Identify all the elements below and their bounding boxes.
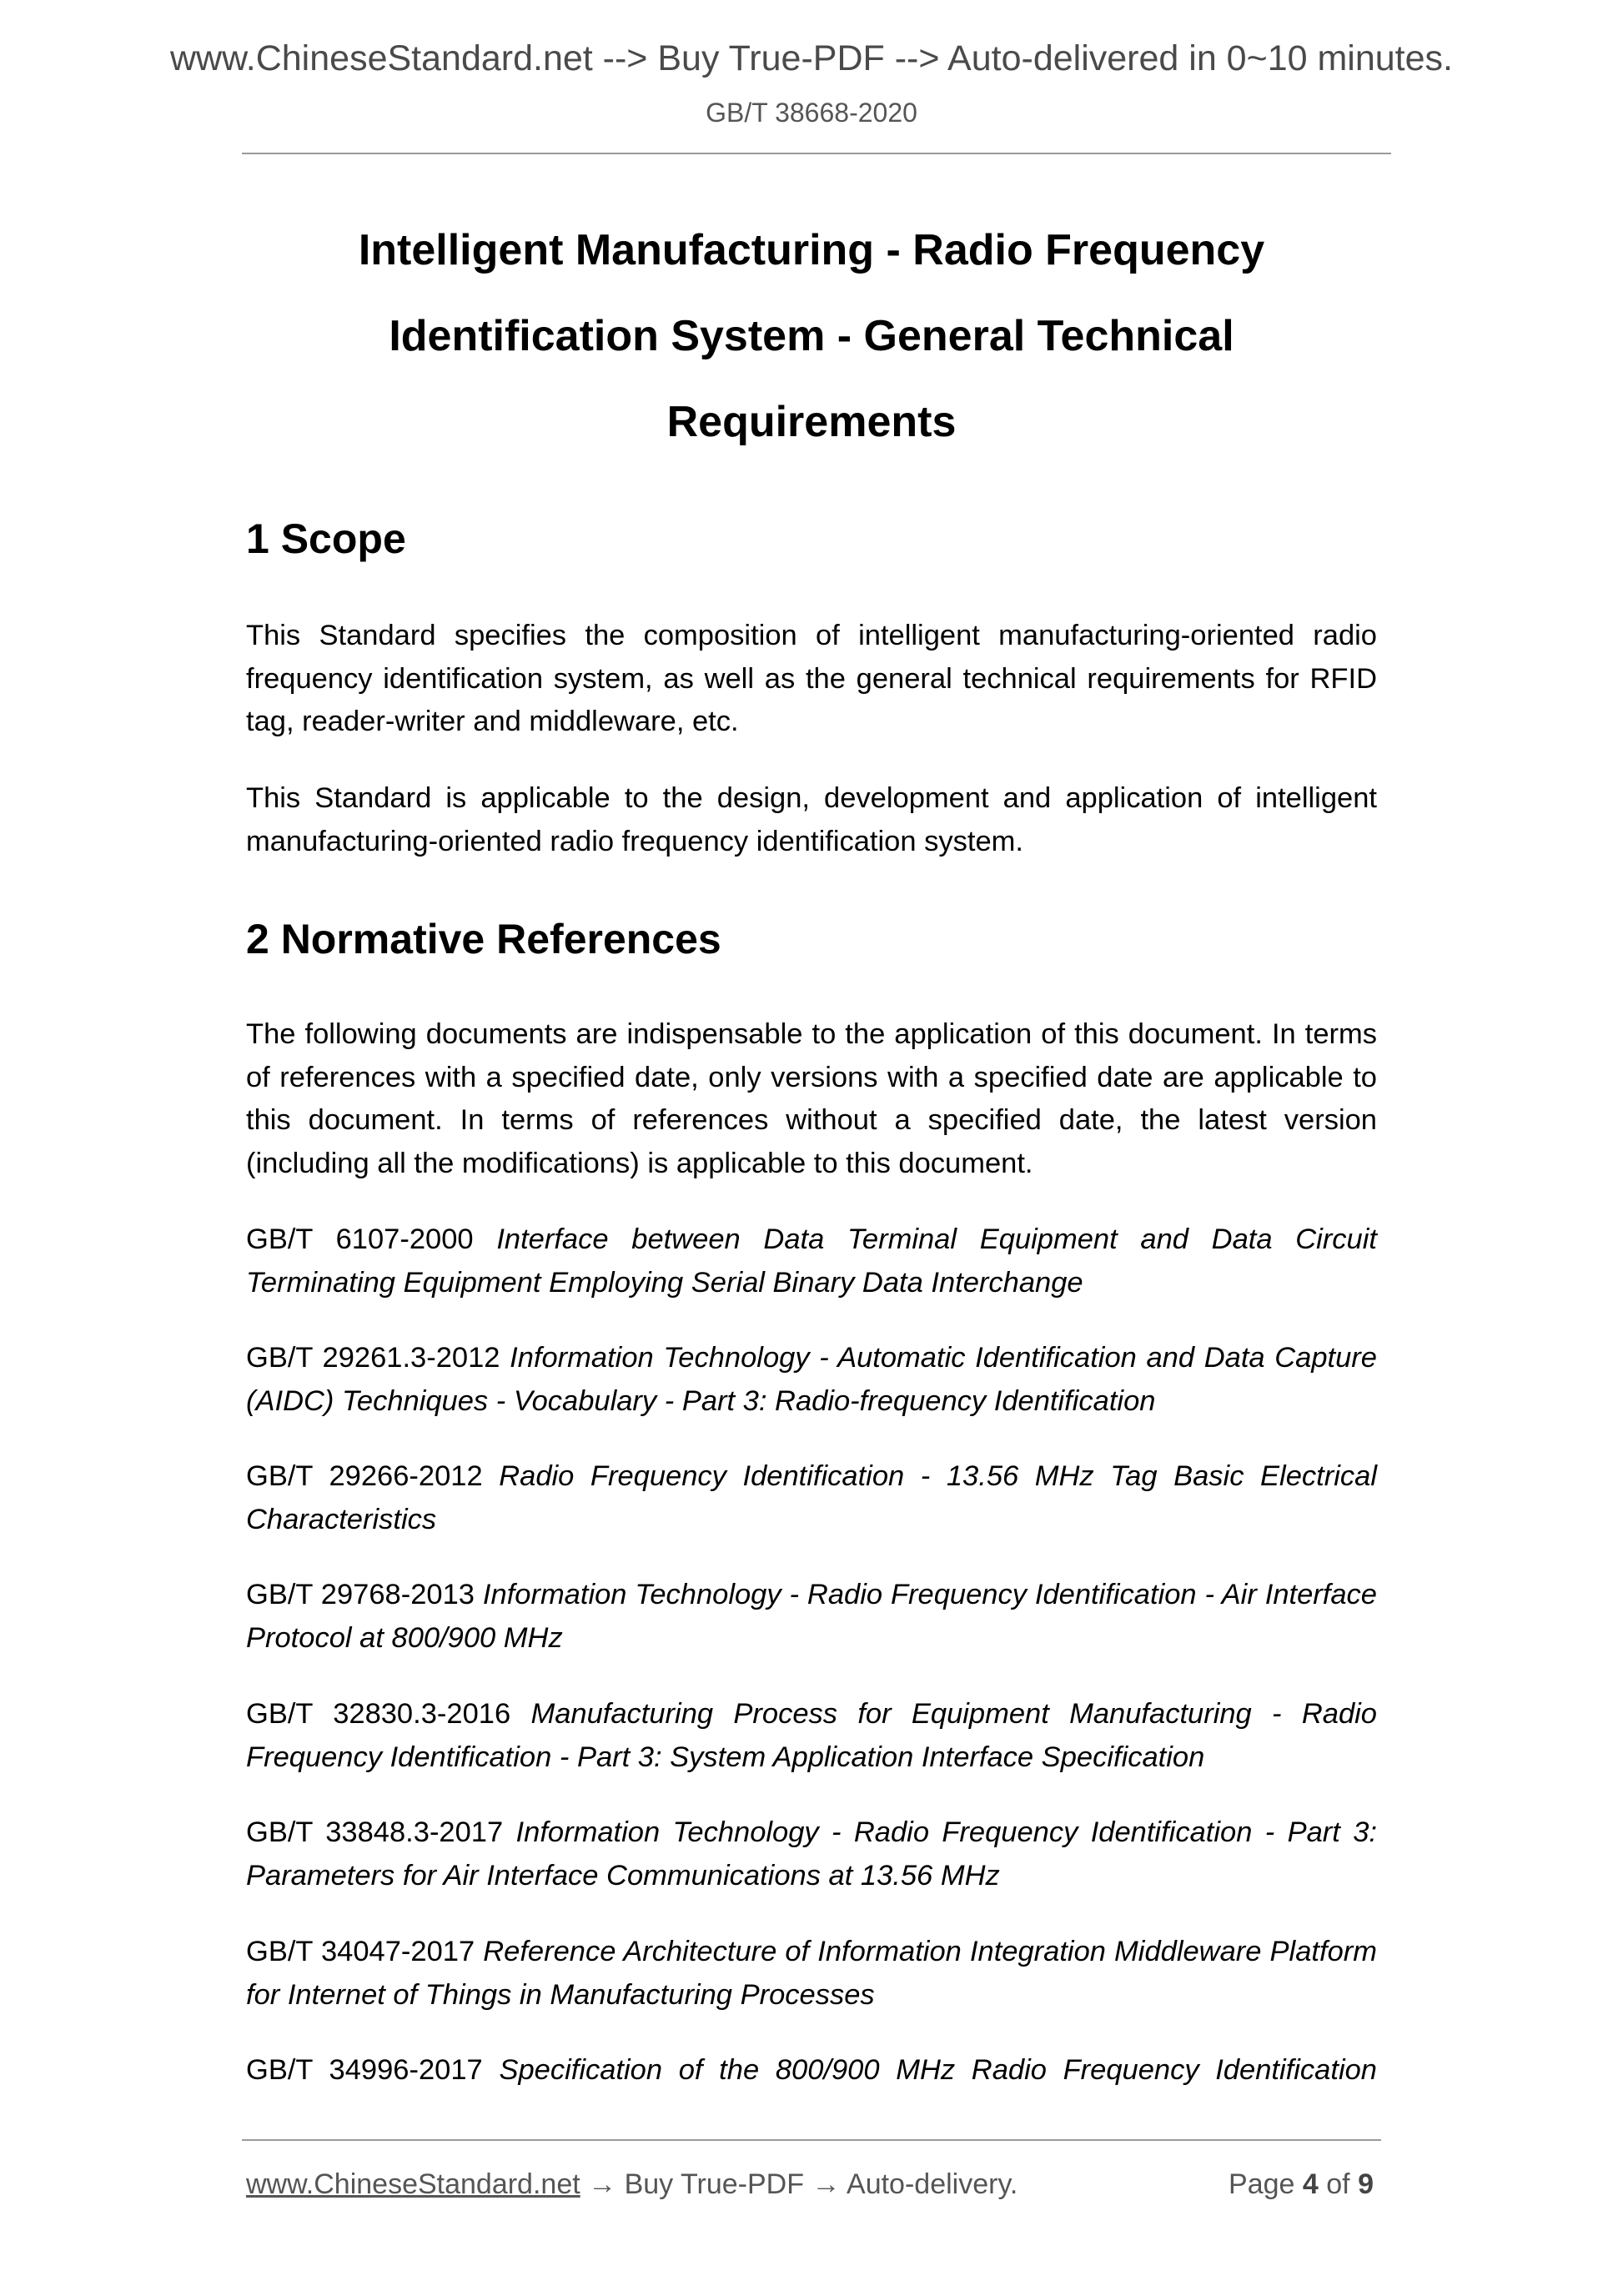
arrow-right-icon: → [812, 2168, 841, 2200]
reference-code: GB/T 32830.3-2016 [246, 1698, 511, 1730]
reference-code: GB/T 33848.3-2017 [246, 1816, 504, 1848]
reference-item [246, 1218, 1377, 1304]
page-label: Page [1229, 2168, 1295, 2200]
scope-paragraph-1: This Standard specifies the composition of intelligent manufacturing-oriented radio frequency identification system, as well as the general technical requirements for RFID tag, reader-writer and middleware, etc. [246, 620, 1377, 737]
chinesestandard-link[interactable]: www.ChineseStandard.net [246, 2168, 580, 2200]
reference-title: Information Technology - Radio Frequency Identification - Part 3: Parameters for Air Interface Communications at 13.56 MHz [246, 1816, 1377, 1892]
reference-code: GB/T 29768-2013 [246, 1579, 475, 1610]
auto-delivery-text: Auto-delivery. [847, 2168, 1018, 2200]
reference-item [246, 1574, 1377, 1660]
reference-code: GB/T 34047-2017 [246, 1936, 475, 1967]
arrow-right-icon: → [588, 2168, 617, 2200]
reference-code: GB/T 29266-2012 [246, 1460, 483, 1492]
header-standard-code: GB/T 38668-2020 [706, 98, 917, 128]
reference-title: Reference Architecture of Information Integration Middleware Platform for Internet of Things in Manufacturing Processes [246, 1936, 1377, 2011]
reference-item [246, 1337, 1377, 1423]
reference-code: GB/T 34996-2017 [246, 2054, 483, 2086]
reference-code: GB/T 6107-2000 [246, 1223, 474, 1255]
title-line-1: Intelligent Manufacturing - Radio Frequency [358, 226, 1265, 274]
page-footer [246, 2163, 1377, 2205]
title-line-2: Identification System - General Technical [389, 312, 1234, 360]
page-of: of [1326, 2168, 1350, 2200]
header-banner: www.ChineseStandard.net --> Buy True-PDF --> Auto-delivered in 0~10 minutes. [169, 38, 1453, 78]
reference-item [246, 1693, 1377, 1779]
reference-title: Manufacturing Process for Equipment Manufacturing - Radio Frequency Identification - Part 3: System Application Interface Specification [246, 1698, 1377, 1773]
reference-title: Information Technology - Automatic Identification and Data Capture (AIDC) Techniques - Vocabulary - Part 3: Radio-frequency Identification [246, 1342, 1377, 1417]
reference-title: Specification of the 800/900 MHz Radio Frequency Identification [499, 2054, 1377, 2086]
buy-true-pdf-text: Buy True-PDF [624, 2168, 804, 2200]
page-current: 4 [1302, 2168, 1319, 2200]
section-heading-scope: 1 Scope [246, 515, 406, 562]
normative-intro-paragraph: The following documents are indispensable to the application of this document. In terms of references with a specified date, only versions with a specified date are applicable to this document. In terms of references without a specified date, the latest version (including all the modifications) is applicable to this document. [246, 1018, 1377, 1179]
footer-divider [242, 2139, 1381, 2141]
reference-item [246, 2049, 1377, 2093]
page-indicator [1229, 2163, 1374, 2205]
reference-title: Information Technology - Radio Frequency Identification - Air Interface Protocol at 800/900 MHz [246, 1579, 1377, 1654]
reference-code: GB/T 29261.3-2012 [246, 1342, 500, 1374]
header-divider [242, 153, 1391, 154]
reference-item [246, 1811, 1377, 1897]
reference-title: Interface between Data Terminal Equipment and Data Circuit Terminating Equipment Employing Serial Binary Data Interchange [246, 1223, 1377, 1299]
reference-item [246, 1931, 1377, 2017]
title-line-3: Requirements [666, 398, 957, 446]
reference-item [246, 1455, 1377, 1541]
page-total: 9 [1358, 2168, 1374, 2200]
scope-paragraph-2: This Standard is applicable to the design, development and application of intelligent manufacturing-oriented radio frequency identification system. [246, 782, 1377, 857]
reference-title: Radio Frequency Identification - 13.56 MHz Tag Basic Electrical Characteristics [246, 1460, 1377, 1535]
section-heading-normative-references: 2 Normative References [246, 916, 721, 962]
